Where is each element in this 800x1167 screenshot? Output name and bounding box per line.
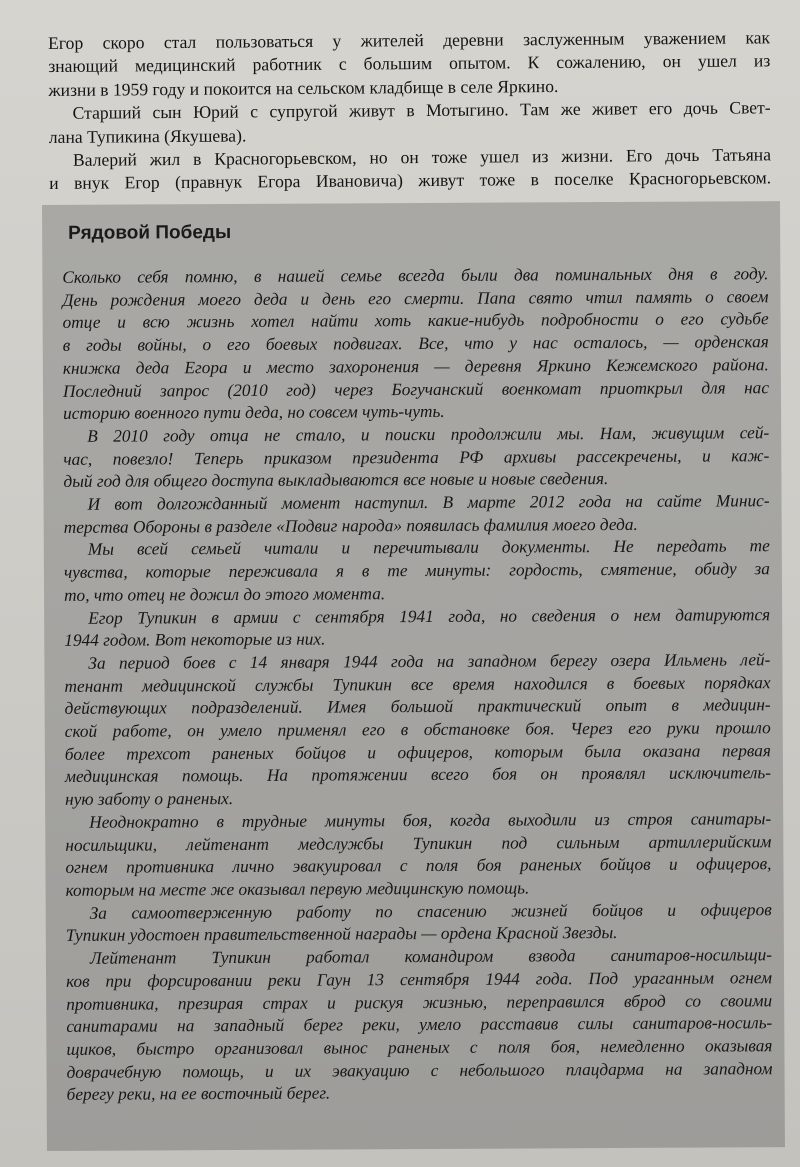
- box-text-line: 1944 годом. Вот некоторые из них.: [64, 629, 326, 651]
- box-text-line: доврачебную помощь, и их эвакуацию с небольшого плацдарма на западном: [66, 1058, 773, 1082]
- text-line: Валерий жил в Красногорьевском, но он тоже ушел из жизни. Его дочь Татьяна: [72, 144, 772, 170]
- box-text-line: носильщики, лейтенант медслужбы Тупикин под сильным артиллерийским: [65, 831, 772, 855]
- sidebar-box: [42, 201, 785, 1151]
- box-text-line: чувства, которые переживала я в те минуты: гордость, смятение, обиду за: [63, 559, 770, 583]
- box-text-line: книжка деда Егора и место захоронения — деревня Яркино Кежемского района.: [62, 355, 769, 378]
- box-text-line: огнем противника лично эвакуировал с поля боя раненых бойцов и офицеров,: [65, 854, 772, 878]
- box-text-line: действующих подразделений. Имея большой практический опыт в медицин-: [64, 695, 771, 719]
- box-text-line: ную заботу о раненых.: [65, 789, 234, 810]
- box-text-line: медицинская помощь. На протяжении всего боя он проявлял исключитель-: [64, 763, 772, 787]
- box-text-line: дый год для общего доступа выкладываются все новые и новые сведения.: [63, 469, 609, 492]
- box-text-line: Сколько себя помню, в нашей семье всегда были два поминальных дня в году.: [62, 264, 769, 287]
- box-text-line: Последний запрос (2010 год) через Богучанский военкомат приоткрыл для нас: [62, 377, 770, 401]
- top-paragraphs: [48, 26, 771, 196]
- box-text-line: Неоднократно в трудные минуты боя, когда выходили из строя санитары-: [89, 809, 772, 832]
- box-text-line: ков при форсировании реки Гаун 13 сентября 1944 года. Под ураганным огнем: [66, 967, 773, 991]
- box-title: Рядовой Победы: [68, 222, 232, 244]
- box-text-line: противника, презирая страх и рискуя жизнью, переправился вброд со своими: [66, 990, 773, 1014]
- box-text-line: санитарами на западный берег реки, умело расставив силы санитаров-носиль-: [66, 1013, 773, 1037]
- box-text-line: терства Обороны в разделе «Подвиг народа» появилась фамилия моего деда.: [63, 514, 638, 537]
- box-text-line: историю военного пути деда, но совсем чуть-чуть.: [63, 402, 445, 424]
- box-text-line: час, повезло! Теперь приказом президента РФ архивы рассекречены, и каж-: [63, 445, 770, 469]
- box-body: [62, 263, 772, 1107]
- box-text-line: которым на месте же оказывал первую медицинскую помощь.: [65, 878, 530, 900]
- text-line: и внук Егор (правнук Егора Ивановича) живут тоже в поселке Красногорьевском.: [49, 167, 772, 194]
- text-line: знающий медицинский работник с большим опытом. К сожалению, он ушел из: [48, 50, 771, 77]
- box-text-line: За самоотверженную работу по спасению жизней бойцов и офицеров: [89, 899, 772, 923]
- box-text-line: отце и всю жизнь хотел найти хоть какие-нибудь подробности о его судьбе: [62, 309, 769, 333]
- box-text-line: более трехсот раненых бойцов и офицеров, которым была оказана первая: [64, 740, 771, 764]
- text-line: Егор скоро стал пользоваться у жителей деревни заслуженным уважением как: [48, 27, 771, 53]
- box-text-line: щиков, быстро организовал вынос раненых с поля боя, немедленно оказывая: [66, 1036, 773, 1059]
- box-text-line: День рождения моего деда и день его смерти. Папа свято чтил память о своем: [62, 286, 769, 310]
- box-text-line: За период боев с 14 января 1944 года на западном берегу озера Ильмень лей-: [88, 650, 771, 673]
- box-text-line: ской работе, он умело применял его в обстановке боя. Через его руки прошло: [64, 718, 771, 741]
- text-line: лана Тупикина (Якушева).: [48, 125, 247, 147]
- text-line: жизни в 1959 году и покоится на сельском кладбище в селе Яркино.: [48, 75, 559, 100]
- box-text-line: Тупикин удостоен правительственной награды — ордена Красной Звезды.: [65, 923, 618, 946]
- box-text-line: то, что отец не дожил до этого момента.: [63, 584, 386, 605]
- box-text-line: Лейтенант Тупикин работал командиром взвода санитаров-носильщи-: [89, 945, 772, 968]
- text-line: Старший сын Юрий с супругой живут в Мотыгино. Там же живет его дочь Свет-: [72, 97, 771, 124]
- box-text-line: Егор Тупикин в армии с сентября 1941 года, но сведения о нем датируются: [88, 604, 771, 628]
- box-text-line: И вот долгожданный момент наступил. В марте 2012 года на сайте Минис-: [87, 491, 770, 514]
- box-text-line: Мы всей семьей читали и перечитывали документы. Не передать те: [87, 536, 770, 560]
- box-text-line: берегу реки, на ее восточный берег.: [66, 1083, 331, 1105]
- box-text-line: в годы войны, о его боевых подвигах. Все, что у нас осталось, — орденская: [62, 332, 769, 356]
- box-text-line: В 2010 году отца не стало, и поиски продолжили мы. Нам, живущим сей-: [87, 423, 770, 446]
- box-text-line: тенант медицинской службы Тупикин все время находился в боевых порядках: [64, 672, 771, 696]
